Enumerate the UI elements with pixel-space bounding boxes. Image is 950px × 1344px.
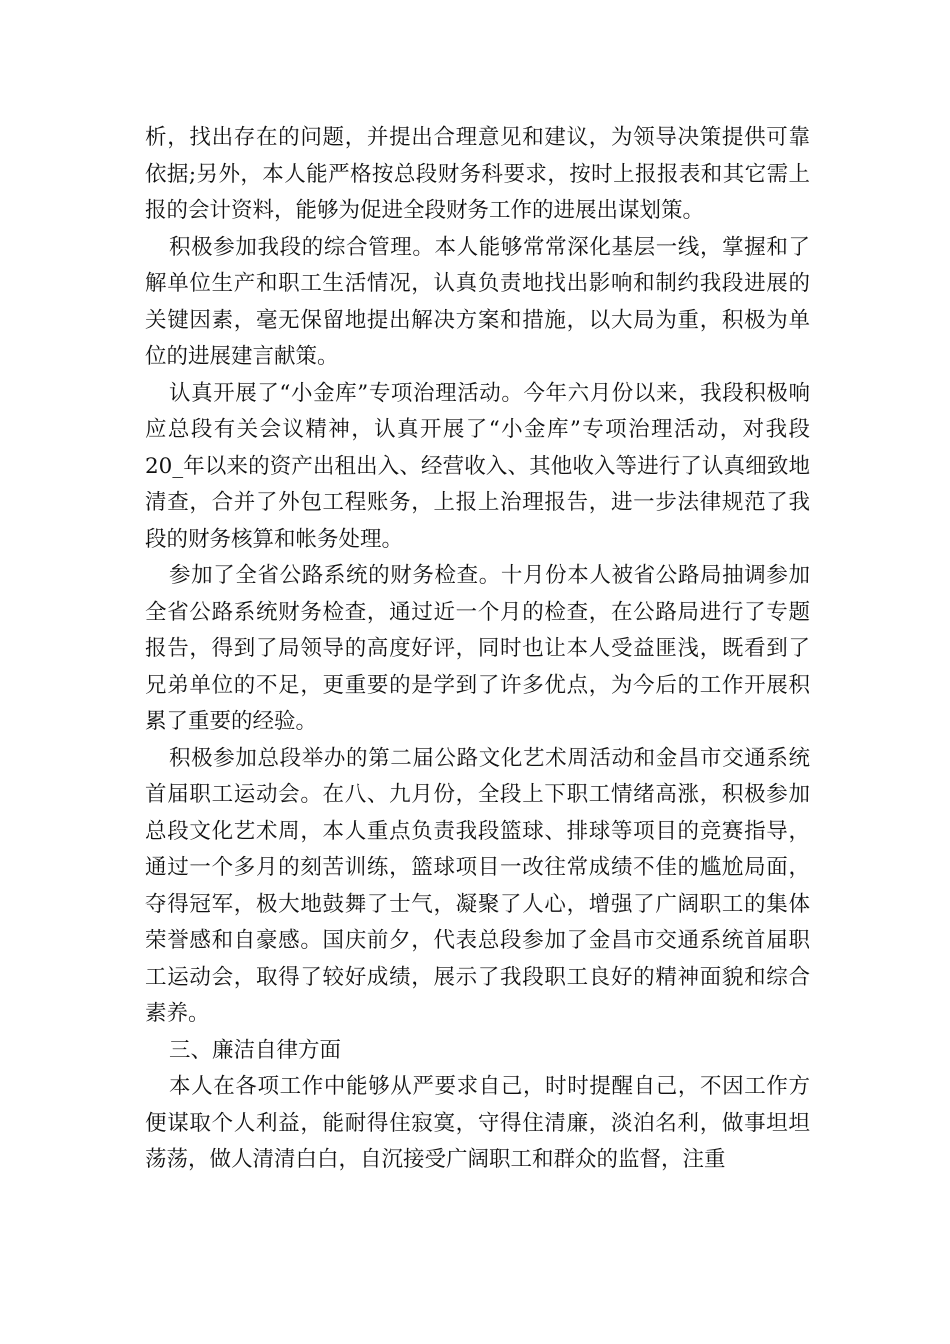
paragraph-culture-sports-activities: 积极参加总段举办的第二届公路文化艺术周活动和金昌市交通系统首届职工运动会。在八、九月份，全段上下职工情绪高涨，积极参加总段文化艺术周，本人重点负责我段篮球、排球等项目的竞赛指导，通过一个多月的刻苦训练，篮球项目一改往常成绩不佳的尴尬局面，夺得冠军，极大地鼓舞了士气，凝聚了人心，增强了广阔职工的集体荣誉感和自豪感。国庆前夕，代表总段参加了金昌市交通系统首届职工运动会，取得了较好成绩，展示了我段职工良好的精神面貌和综合素养。 [145,745,810,1026]
section-heading-integrity: 三、廉洁自律方面 [169,1037,342,1063]
paragraph-comprehensive-management: 积极参加我段的综合管理。本人能够常常深化基层一线，掌握和了解单位生产和职工生活情况，认真负责地找出影响和制约我段进展的关键因素，毫无保留地提出解决方案和措施，以大局为重，积极为单位的进展建言献策。 [145,234,810,369]
document-page [145,120,810,1179]
paragraph-small-treasury-governance: 认真开展了“小金库”专项治理活动。今年六月份以来，我段积极响应总段有关会议精神，认真开展了“小金库”专项治理活动，对我段 20_年以来的资产出租出入、经营收入、其他收入等进行了认真细致地清查，合并了外包工程账务，上报上治理报告，进一步法律规范了我段的财务核算和帐务处理。 [145,380,810,552]
paragraph-financial-inspection: 参加了全省公路系统的财务检查。十月份本人被省公路局抽调参加全省公路系统财务检查，通过近一个月的检查，在公路局进行了专题报告，得到了局领导的高度好评，同时也让本人受益匪浅，既看到了兄弟单位的不足，更重要的是学到了许多优点，为今后的工作开展积累了重要的经验。 [145,563,810,734]
paragraph-integrity-self-discipline: 本人在各项工作中能够从严要求自己，时时提醒自己，不因工作方便谋取个人利益，能耐得住寂寞，守得住清廉，淡泊名利，做事坦坦荡荡，做人清清白白，自沉接受广阔职工和群众的监督，注重 [145,1074,810,1172]
paragraph-analysis-continuation: 析，找出存在的问题，并提出合理意见和建议，为领导决策提供可靠依据;另外，本人能严格按总段财务科要求，按时上报报表和其它需上报的会计资料，能够为促进全段财务工作的进展出谋划策。 [145,125,810,223]
